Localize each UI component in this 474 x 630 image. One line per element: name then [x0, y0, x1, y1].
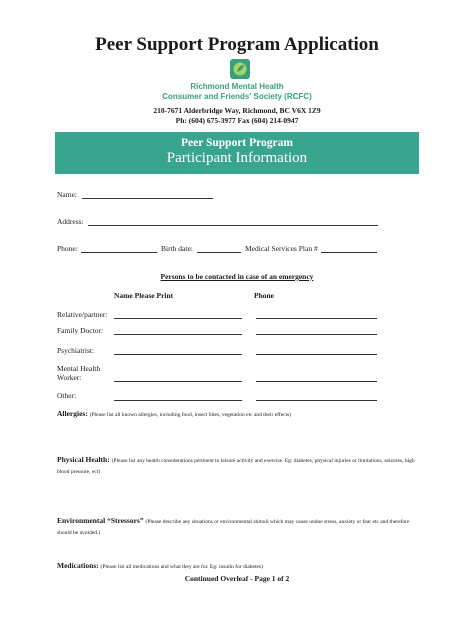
- contact-name-field[interactable]: [114, 400, 242, 401]
- stressors-section: [57, 516, 419, 538]
- page-footer: Continued Overleaf - Page 1 of 2: [184, 574, 290, 583]
- contact-phone-field[interactable]: [256, 400, 377, 401]
- stressors-note: (Please describe any situations or environmental stimuli which may cause undue stress, anxiety or fear etc and therefore should be avoided.): [57, 519, 410, 536]
- banner-line1: Peer Support Program: [180, 137, 293, 149]
- leaf-logo-icon: [229, 58, 251, 80]
- birth-date-label: Birth date:: [161, 244, 193, 253]
- contact-phone-field[interactable]: [256, 334, 377, 335]
- phone-label: Phone:: [57, 244, 78, 253]
- contact-name-field[interactable]: [114, 354, 242, 355]
- page-title: Peer Support Program Application: [95, 34, 379, 55]
- name-field[interactable]: [82, 198, 213, 199]
- contact-name-field[interactable]: [114, 381, 242, 382]
- contact-row-label: Family Doctor:: [57, 326, 104, 335]
- medications-label: Medications:: [57, 561, 99, 570]
- emergency-contacts-heading: Persons to be contacted in case of an emergency: [160, 272, 314, 281]
- allergies-label: Allergies:: [57, 409, 88, 418]
- org-name-line1: Richmond Mental Health: [190, 82, 284, 91]
- col-name-header: Name Please Print: [114, 291, 174, 300]
- contact-row-label: Relative/partner:: [57, 310, 108, 319]
- physical-health-note: (Please list any health considerations pertinent to leisure activity and exercise. Eg: diabetes, physical injuries or limitations, seizures, high blood pressure, ect): [57, 458, 415, 475]
- org-address: 210-7671 Alderbridge Way, Richmond, BC V6X 1Z9: [153, 106, 321, 115]
- contact-name-field[interactable]: [114, 334, 242, 335]
- physical-health-label: Physical Health:: [57, 455, 110, 464]
- contact-row-label: Other:: [57, 391, 77, 400]
- msp-field[interactable]: [321, 252, 377, 253]
- contact-row-label: Mental Health Worker:: [57, 364, 101, 382]
- allergies-section: [57, 409, 437, 420]
- org-name-line2: Consumer and Friends' Society (RCFC): [162, 92, 312, 101]
- address-field[interactable]: [88, 225, 378, 226]
- birth-date-field[interactable]: [197, 252, 241, 253]
- physical-health-answer-area[interactable]: [57, 476, 437, 512]
- allergies-answer-area[interactable]: [57, 421, 437, 449]
- banner-line2: Participant Information: [166, 150, 308, 166]
- organization-logo: [229, 58, 251, 80]
- allergies-note: (Please list all known allergies, including food, insect bites, vegetation etc and their effects): [89, 412, 292, 418]
- stressors-label: Environmental “Stressors”: [57, 516, 144, 525]
- stressors-answer-area[interactable]: [57, 536, 437, 560]
- physical-health-section: [57, 455, 419, 477]
- org-phone-fax: Ph: (604) 675-3977 Fax (604) 214-0947: [175, 116, 299, 125]
- medications-section: [57, 561, 437, 572]
- contact-phone-field[interactable]: [256, 381, 377, 382]
- contact-phone-field[interactable]: [256, 354, 377, 355]
- section-banner: [55, 132, 419, 174]
- phone-field[interactable]: [81, 252, 157, 253]
- medications-note: (Please list all medications and what they are for. Eg: insulin for diabetes): [100, 564, 263, 570]
- name-label: Name:: [57, 190, 77, 199]
- msp-label: Medical Services Plan #: [245, 244, 318, 253]
- col-phone-header: Phone: [254, 291, 275, 300]
- contact-name-field[interactable]: [114, 318, 242, 319]
- contact-row-label: Psychiatrist:: [57, 346, 95, 355]
- address-label: Address:: [57, 217, 84, 226]
- contact-phone-field[interactable]: [256, 318, 377, 319]
